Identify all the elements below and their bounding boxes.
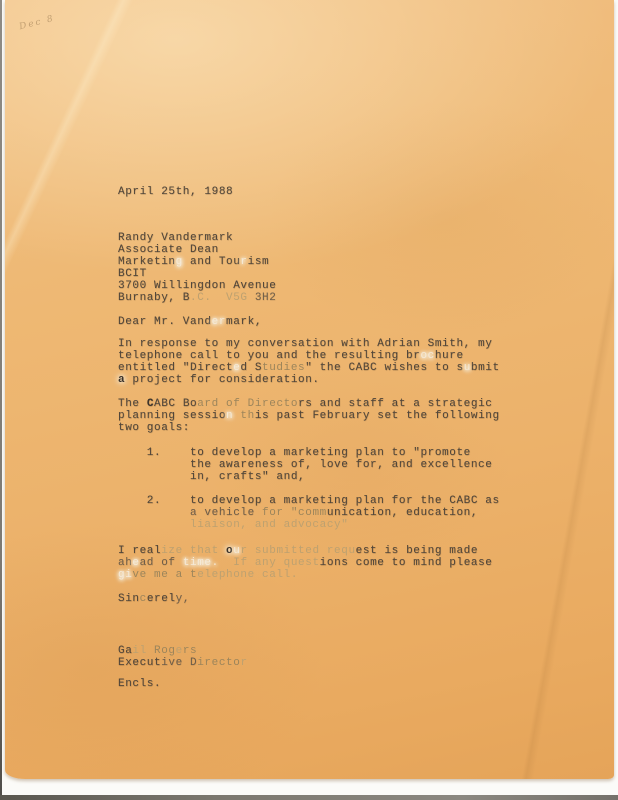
recipient-dept: Marketing and Tourism xyxy=(118,256,270,268)
spacer xyxy=(118,531,119,545)
list-item: a vehicle for "communication, education, xyxy=(118,507,479,519)
list-item: the awareness of, love for, and excellence xyxy=(118,459,493,471)
list-item: 2. to develop a marketing plan for the CABC as xyxy=(118,495,500,507)
whiteout-mark: u xyxy=(233,545,241,557)
date-line: April 25th, 1988 xyxy=(118,186,234,198)
scan-edge-line xyxy=(0,0,2,800)
enclosure-note: Encls. xyxy=(118,678,162,690)
whiteout-mark: e xyxy=(132,557,140,569)
scan-bottom-shadow xyxy=(0,795,618,800)
whiteout-mark: r xyxy=(240,256,248,268)
spacer xyxy=(118,483,119,495)
whiteout-mark: e xyxy=(233,362,241,374)
whiteout-mark: n xyxy=(226,410,234,422)
signature-title: Executive Director xyxy=(118,657,248,669)
body-line: ahead of time. If any questions come to mind please xyxy=(118,557,493,569)
body-line: In response to my conversation with Adrian Smith, my xyxy=(118,338,493,350)
spacer xyxy=(118,669,119,678)
whiteout-mark: gi xyxy=(118,569,133,581)
retyped-character: o xyxy=(226,545,234,557)
recipient-org: BCIT xyxy=(118,268,147,280)
list-item: in, crafts" and, xyxy=(118,471,306,483)
body-line: planning session this past February set the following xyxy=(118,410,500,422)
salutation: Dear Mr. Vandermark, xyxy=(118,316,263,328)
recipient-city: Burnaby, B.C. V5G 3H2 xyxy=(118,292,277,304)
spacer xyxy=(118,581,119,593)
spacer xyxy=(118,304,119,316)
letter-paper xyxy=(5,0,614,779)
whiteout-mark: time. xyxy=(182,557,219,569)
whiteout-mark: g xyxy=(175,256,183,268)
spacer xyxy=(118,605,119,645)
retyped-character: C xyxy=(146,398,155,410)
spacer xyxy=(118,198,119,232)
closing: Sincerely, xyxy=(118,593,191,605)
body-line: a project for consideration. xyxy=(118,374,320,386)
body-line: give me a telephone call. xyxy=(118,569,299,581)
recipient-street: 3700 Willingdon Avenue xyxy=(118,280,277,292)
spacer xyxy=(118,386,119,398)
letter-body xyxy=(118,186,528,690)
signature-name: Gail Rogers xyxy=(118,645,198,657)
pencil-annotation: Dec 8 xyxy=(18,13,56,33)
list-item: liaison, and advocacy" xyxy=(118,519,349,531)
spacer xyxy=(118,434,119,447)
recipient-name: Randy Vandermark xyxy=(118,232,234,244)
body-line: The CABC Board of Directors and staff at a strategic xyxy=(118,398,493,410)
body-line: entitled "Directed Studies" the CABC wishes to submit xyxy=(118,362,500,374)
list-item: 1. to develop a marketing plan to "promote xyxy=(118,447,471,459)
spacer xyxy=(118,328,119,338)
whiteout-mark: oc xyxy=(420,350,435,362)
retyped-character: a xyxy=(118,374,126,386)
body-line: telephone call to you and the resulting brochure xyxy=(118,350,464,362)
body-line: two goals: xyxy=(118,422,191,434)
recipient-title: Associate Dean xyxy=(118,244,219,256)
whiteout-mark: u xyxy=(463,362,471,374)
body-line: I realize that our submitted request is being made xyxy=(118,545,479,557)
whiteout-mark: er xyxy=(211,316,227,328)
